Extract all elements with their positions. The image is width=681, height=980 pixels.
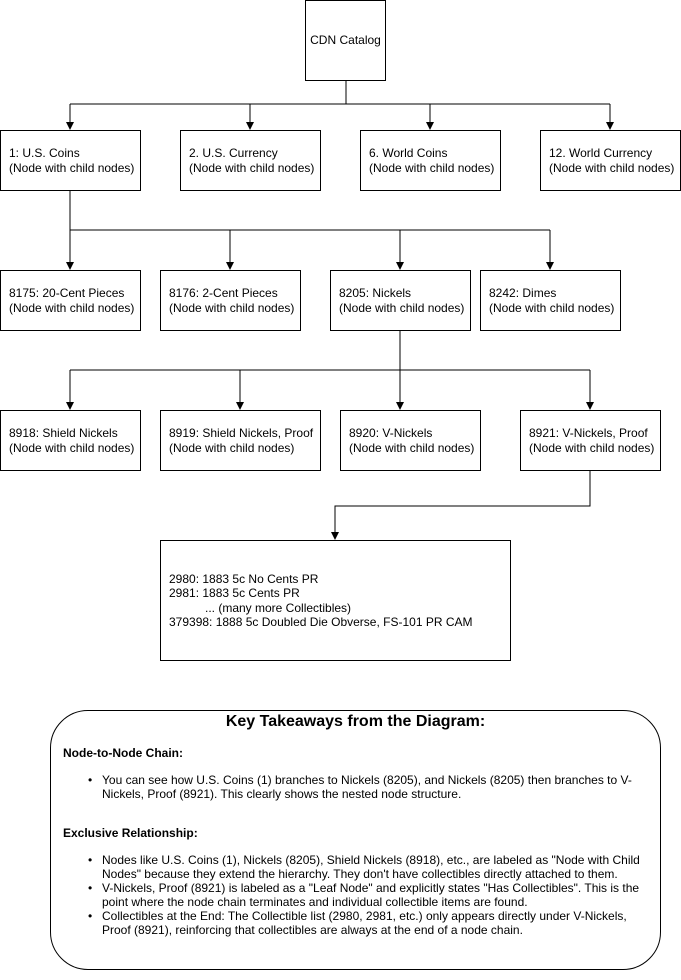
node-title: 8919: Shield Nickels, Proof [169, 425, 314, 440]
node-title: 8921: V-Nickels, Proof [529, 425, 648, 440]
bullet-item: • You can see how U.S. Coins (1) branches to Nickels (8205), and Nickels (8205) then branches to V-Nickels, Proof (8921). This clearly shows the nested node structure. [102, 773, 640, 801]
collectibles-list [160, 540, 511, 661]
node-title: 8920: V-Nickels [349, 425, 433, 440]
node-subtitle: (Node with child nodes) [549, 160, 675, 175]
node-world-currency [540, 130, 681, 191]
node-title: 8175: 20-Cent Pieces [9, 285, 125, 300]
node-shield-nickels [0, 410, 141, 471]
node-shield-nickels-proof [160, 410, 321, 471]
bullet-item: • Collectibles at the End: The Collectible list (2980, 2981, etc.) only appears directly under V-Nickels, Proof (8921), reinforcing that collectibles are always at the end of a node chain. [102, 909, 640, 937]
collectible-item: 379398: 1888 5c Doubled Die Obverse, FS-101 PR CAM [169, 615, 473, 629]
section-exclusive-bullets [102, 853, 640, 937]
node-title: 6. World Coins [369, 145, 448, 160]
node-subtitle: (Node with child nodes) [9, 300, 135, 315]
node-cdn-catalog [305, 0, 386, 81]
node-title: 2. U.S. Currency [189, 145, 278, 160]
node-nickels [330, 270, 471, 331]
node-v-nickels-proof [520, 410, 661, 471]
section-exclusive-title: Exclusive Relationship: [63, 826, 198, 840]
node-2-cent-pieces [160, 270, 301, 331]
collectible-item: 2981: 1883 5c Cents PR [169, 586, 300, 600]
section-node-chain-title: Node-to-Node Chain: [63, 746, 183, 760]
node-subtitle: (Node with child nodes) [349, 440, 475, 455]
node-title: 8242: Dimes [489, 285, 557, 300]
node-title: 8205: Nickels [339, 285, 412, 300]
node-v-nickels [340, 410, 481, 471]
section-node-chain-bullets [102, 773, 640, 801]
connector-to-collectibles [335, 470, 590, 539]
node-title: 8176: 2-Cent Pieces [169, 285, 278, 300]
node-subtitle: (Node with child nodes) [489, 300, 615, 315]
collectible-item: 2980: 1883 5c No Cents PR [169, 571, 319, 586]
bullet-item: • V-Nickels, Proof (8921) is labeled as a "Leaf Node" and explicitly states "Has Collectibles". This is the point where the node chain terminates and individual collectible items are found. [102, 881, 640, 909]
node-subtitle: (Node with child nodes) [189, 160, 315, 175]
node-world-coins [360, 130, 501, 191]
node-subtitle: (Node with child nodes) [369, 160, 495, 175]
node-subtitle: (Node with child nodes) [169, 440, 295, 455]
node-subtitle: (Node with child nodes) [169, 300, 295, 315]
node-title: 1: U.S. Coins [9, 145, 80, 160]
node-dimes [480, 270, 621, 331]
node-title: 12. World Currency [549, 145, 653, 160]
takeaways-title: Key Takeaways from the Diagram: [225, 713, 486, 730]
node-us-coins [0, 130, 141, 191]
node-title: 8918: Shield Nickels [9, 425, 118, 440]
collectible-ellipsis: ... (many more Collectibles) [205, 600, 352, 615]
node-20-cent-pieces [0, 270, 141, 331]
node-subtitle: (Node with child nodes) [9, 440, 135, 455]
node-cdn-catalog-label: CDN Catalog [310, 33, 381, 47]
takeaways-panel [50, 710, 661, 970]
node-us-currency [180, 130, 321, 191]
node-subtitle: (Node with child nodes) [529, 440, 655, 455]
bullet-item: • Nodes like U.S. Coins (1), Nickels (8205), Shield Nickels (8918), etc., are labeled as "Node with Child Nodes" because they extend the hierarchy. They don't have collectibles directly attached to them. [102, 853, 640, 881]
node-subtitle: (Node with child nodes) [339, 300, 465, 315]
node-subtitle: (Node with child nodes) [9, 160, 135, 175]
